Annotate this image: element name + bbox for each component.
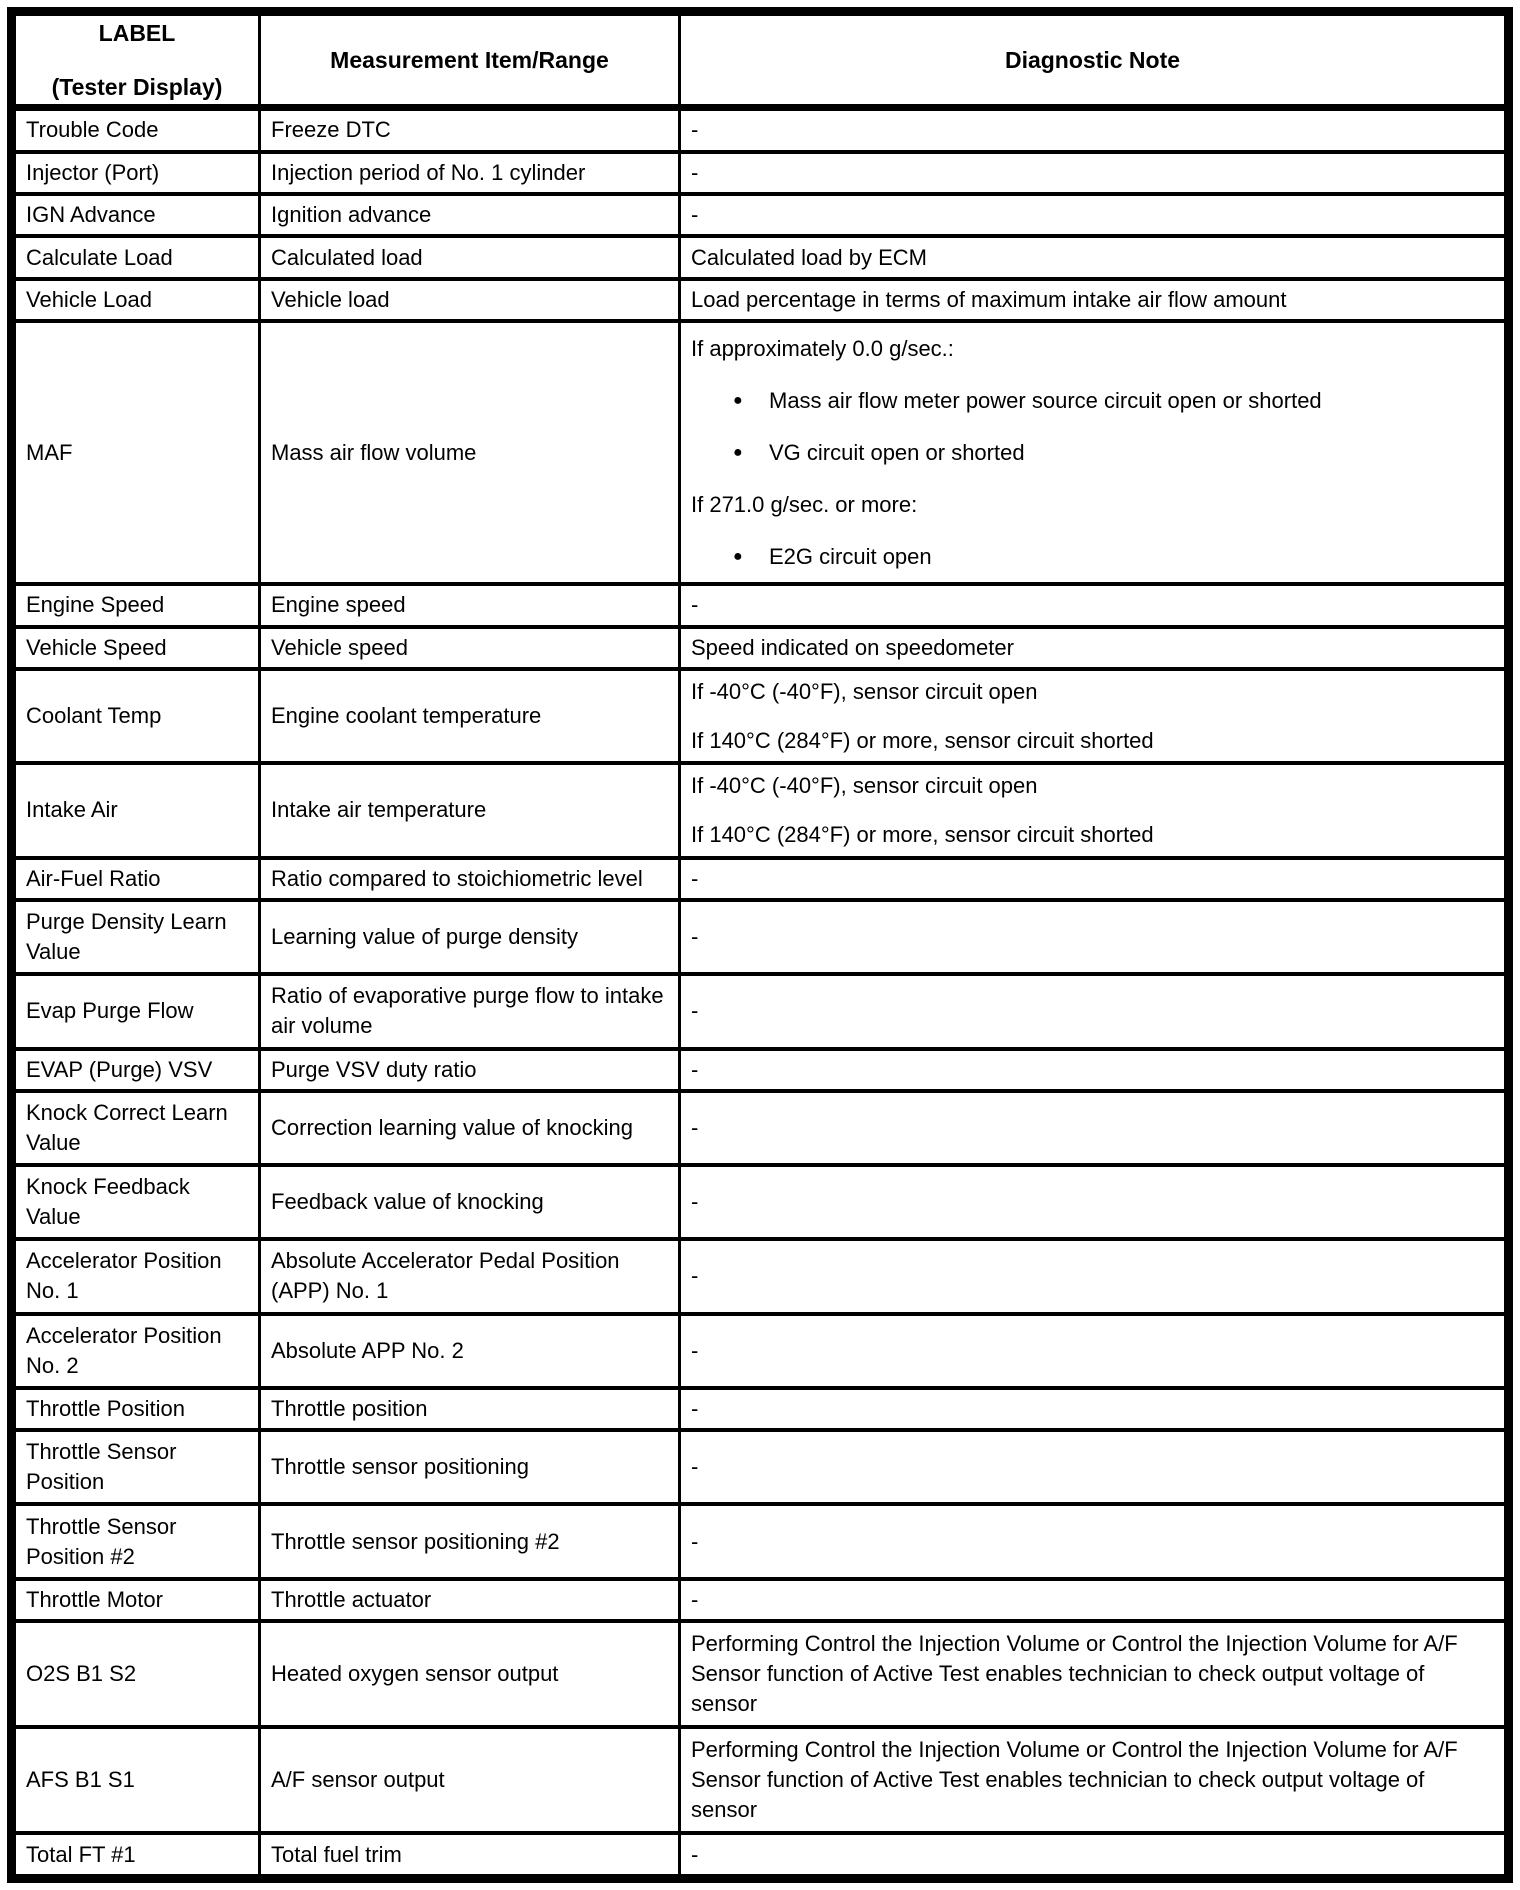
note-cell (680, 1165, 1509, 1239)
note-cell (680, 194, 1509, 236)
item-cell: A/F sensor output (260, 1727, 680, 1833)
note-cell (680, 669, 1509, 763)
item-cell: Injection period of No. 1 cylinder (260, 152, 680, 194)
note-text: Mass air flow meter power source circuit open or shorted (769, 387, 1322, 413)
note-line: - (691, 865, 699, 891)
table-row (12, 321, 1509, 584)
label-cell: Calculate Load (12, 236, 260, 278)
note-line: - (691, 1056, 699, 1082)
label-cell: Vehicle Speed (12, 627, 260, 669)
note-line: If 140°C (284°F) or more, sensor circuit shorted (691, 727, 1154, 753)
item-cell: Absolute Accelerator Pedal Position (APP) No. 1 (260, 1239, 680, 1313)
note-line: - (691, 159, 699, 185)
note-line: - (691, 1454, 699, 1480)
item-cell: Purge VSV duty ratio (260, 1049, 680, 1091)
table-row (12, 1504, 1509, 1578)
bullet-icon: ● (733, 391, 743, 409)
note-line: Performing Control the Injection Volume or Control the Injection Volume for A/F Sensor function of Active Test enables technician to check output voltage of sensor (691, 1737, 1458, 1823)
label-cell: Intake Air (12, 763, 260, 857)
label-cell: O2S B1 S2 (12, 1621, 260, 1727)
label-cell: Throttle Sensor Position #2 (12, 1504, 260, 1578)
label-cell: MAF (12, 321, 260, 584)
table-row (12, 1165, 1509, 1239)
table-row (12, 1727, 1509, 1833)
note-cell (680, 1504, 1509, 1578)
label-cell: IGN Advance (12, 194, 260, 236)
label-cell: Coolant Temp (12, 669, 260, 763)
label-cell: Throttle Sensor Position (12, 1430, 260, 1504)
note-line: - (691, 1115, 699, 1141)
note-line: - (691, 1263, 699, 1289)
note-text: E2G circuit open (769, 543, 932, 569)
bullet-icon: ● (733, 547, 743, 565)
item-cell: Ratio compared to stoichiometric level (260, 858, 680, 900)
item-cell: Ignition advance (260, 194, 680, 236)
note-line: If -40°C (-40°F), sensor circuit open (691, 678, 1038, 704)
table-row (12, 279, 1509, 321)
note-line: Calculated load by ECM (691, 244, 928, 270)
note-cell (680, 1621, 1509, 1727)
label-cell: Trouble Code (12, 108, 260, 152)
note-line: - (691, 924, 699, 950)
label-cell: Air-Fuel Ratio (12, 858, 260, 900)
note-line: Performing Control the Injection Volume or Control the Injection Volume for A/F Sensor function of Active Test enables technician to check output voltage of sensor (691, 1631, 1458, 1717)
item-cell: Heated oxygen sensor output (260, 1621, 680, 1727)
label-cell: Knock Feedback Value (12, 1165, 260, 1239)
note-text: VG circuit open or shorted (769, 439, 1025, 465)
note-cell (680, 974, 1509, 1048)
table-row (12, 900, 1509, 974)
header-row (12, 12, 1509, 108)
label-cell: Purge Density Learn Value (12, 900, 260, 974)
table-row (12, 108, 1509, 152)
table-row (12, 858, 1509, 900)
header-label-line2: (Tester Display) (51, 74, 223, 100)
table-row (12, 584, 1509, 626)
note-cell (680, 1727, 1509, 1833)
note-line: - (691, 202, 699, 228)
header-label-line1: LABEL (98, 20, 176, 46)
note-line: If 271.0 g/sec. or more: (691, 491, 918, 517)
label-cell: Injector (Port) (12, 152, 260, 194)
item-cell: Engine coolant temperature (260, 669, 680, 763)
table-row (12, 1833, 1509, 1878)
note-line: If -40°C (-40°F), sensor circuit open (691, 772, 1038, 798)
diagnostic-data-table (7, 7, 1513, 1883)
item-cell: Vehicle load (260, 279, 680, 321)
note-bullet-item (691, 438, 1494, 468)
note-bullet-item (691, 386, 1494, 416)
label-cell: AFS B1 S1 (12, 1727, 260, 1833)
table-row (12, 1388, 1509, 1430)
note-cell (680, 1091, 1509, 1165)
item-cell: Learning value of purge density (260, 900, 680, 974)
note-line: - (691, 1528, 699, 1554)
note-cell (680, 1388, 1509, 1430)
note-bullet-item (691, 542, 1494, 572)
note-cell (680, 763, 1509, 857)
label-cell: Accelerator Position No. 2 (12, 1314, 260, 1388)
label-cell: Accelerator Position No. 1 (12, 1239, 260, 1313)
label-cell: Total FT #1 (12, 1833, 260, 1878)
note-line: - (691, 1396, 699, 1421)
note-line: - (691, 592, 699, 618)
bullet-icon: ● (733, 443, 743, 461)
item-cell: Total fuel trim (260, 1833, 680, 1878)
item-cell: Feedback value of knocking (260, 1165, 680, 1239)
header-measurement-col: Measurement Item/Range (260, 12, 680, 108)
label-cell: Throttle Position (12, 1388, 260, 1430)
item-cell: Intake air temperature (260, 763, 680, 857)
table-row (12, 763, 1509, 857)
table-row (12, 669, 1509, 763)
header-label-col (12, 12, 260, 108)
label-cell: EVAP (Purge) VSV (12, 1049, 260, 1091)
item-cell: Throttle position (260, 1388, 680, 1430)
table-row (12, 1239, 1509, 1313)
table-row (12, 1314, 1509, 1388)
note-cell (680, 236, 1509, 278)
note-cell (680, 1430, 1509, 1504)
note-line: - (691, 1337, 699, 1363)
item-cell: Calculated load (260, 236, 680, 278)
note-line: - (691, 117, 699, 143)
note-line: Load percentage in terms of maximum intake air flow amount (691, 286, 1287, 312)
label-cell: Engine Speed (12, 584, 260, 626)
label-cell: Throttle Motor (12, 1579, 260, 1621)
note-cell (680, 858, 1509, 900)
label-cell: Vehicle Load (12, 279, 260, 321)
item-cell: Mass air flow volume (260, 321, 680, 584)
note-cell (680, 627, 1509, 669)
note-cell (680, 1314, 1509, 1388)
note-cell (680, 1049, 1509, 1091)
header-note-col: Diagnostic Note (680, 12, 1509, 108)
table-row (12, 627, 1509, 669)
table-row (12, 1579, 1509, 1621)
note-line: - (691, 1189, 699, 1215)
label-cell: Evap Purge Flow (12, 974, 260, 1048)
note-line: Speed indicated on speedometer (691, 634, 1014, 660)
note-cell (680, 152, 1509, 194)
item-cell: Ratio of evaporative purge flow to intake air volume (260, 974, 680, 1048)
note-cell (680, 584, 1509, 626)
label-cell: Knock Correct Learn Value (12, 1091, 260, 1165)
item-cell: Throttle actuator (260, 1579, 680, 1621)
note-cell (680, 900, 1509, 974)
note-line: - (691, 1841, 699, 1867)
table-row (12, 1621, 1509, 1727)
note-line: If approximately 0.0 g/sec.: (691, 335, 954, 361)
item-cell: Absolute APP No. 2 (260, 1314, 680, 1388)
note-cell (680, 321, 1509, 584)
table-row (12, 1049, 1509, 1091)
table-row (12, 1091, 1509, 1165)
note-line: - (691, 998, 699, 1024)
item-cell: Throttle sensor positioning #2 (260, 1504, 680, 1578)
item-cell: Correction learning value of knocking (260, 1091, 680, 1165)
table-row (12, 236, 1509, 278)
note-cell (680, 1239, 1509, 1313)
note-line: If 140°C (284°F) or more, sensor circuit shorted (691, 821, 1154, 847)
item-cell: Throttle sensor positioning (260, 1430, 680, 1504)
note-line: - (691, 1586, 699, 1612)
table-row (12, 1430, 1509, 1504)
note-cell (680, 279, 1509, 321)
item-cell: Engine speed (260, 584, 680, 626)
note-cell (680, 108, 1509, 152)
table-row (12, 152, 1509, 194)
table-row (12, 974, 1509, 1048)
note-cell (680, 1833, 1509, 1878)
item-cell: Freeze DTC (260, 108, 680, 152)
note-cell (680, 1579, 1509, 1621)
item-cell: Vehicle speed (260, 627, 680, 669)
table-row (12, 194, 1509, 236)
